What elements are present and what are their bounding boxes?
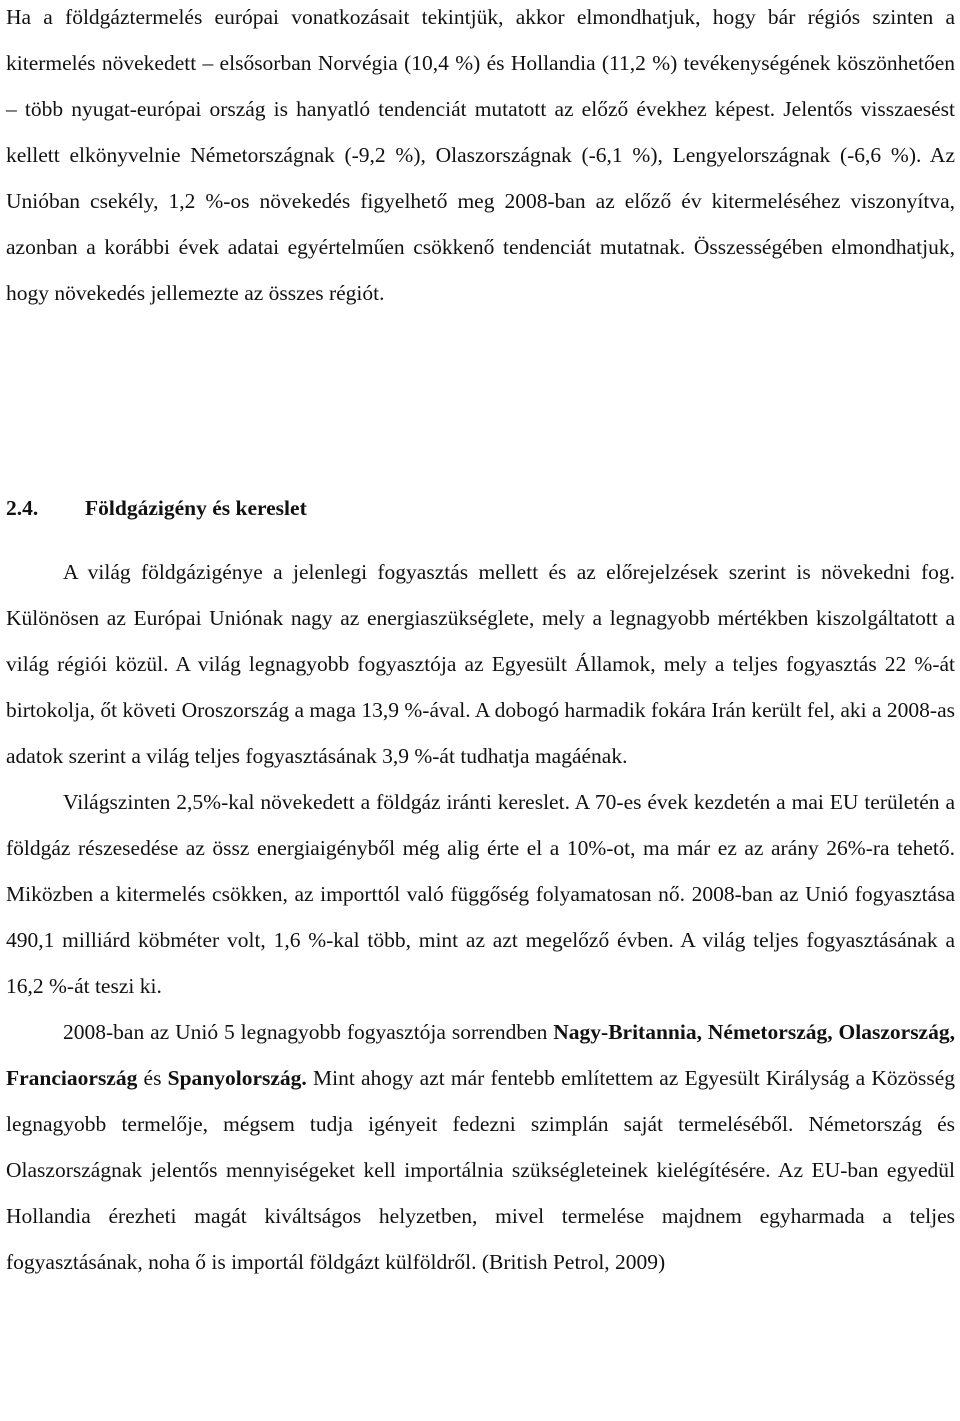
paragraph-demand-outlook: A világ földgázigénye a jelenlegi fogyasztás mellett és az előrejelzések szerint is növekedni fog. Különösen az Európai Uniónak nagy az energiaszükséglete, mely a legnagyobb mértékben kiszolgáltatott a világ régiói közül. A világ legnagyobb fogyasztója az Egyesült Államok, mely a teljes fogyasztás 22 %-át birtokolja, őt követi Oroszország a maga 13,9 %-ával. A dobogó harmadik fokára Irán került fel, aki a 2008-as adatok szerint a világ teljes fogyasztásának 3,9 %-át tudhatja magáénak. [6,560,955,768]
intro-paragraph: Ha a földgáztermelés európai vonatkozásait tekintjük, akkor elmondhatjuk, hogy bár régiós szinten a kitermelés növekedett – elsősorban Norvégia (10,4 %) és Hollandia (11,2 %) tevékenységének köszönhetően – több nyugat-európai ország is hanyatló tendenciát mutatott az előző évekhez képest. Jelentős visszaesést kellett elkönyvelnie Németországnak (-9,2 %), Olaszországnak (-6,1 %), Lengyelországnak (-6,6 %). Az Unióban csekély, 1,2 %-os növekedés figyelhető meg 2008-ban az előző év kitermeléséhez viszonyítva, azonban a korábbi évek adatai egyértelműen csökkenő tendenciát mutatnak. Összességében elmondhatjuk, hogy növekedés jellemezte az összes régiót. [6,5,955,305]
section-heading [6,485,955,531]
top-consumers-lead: 2008-ban az Unió 5 legnagyobb fogyasztója sorrendben [63,1020,554,1044]
section-title: Földgázigény és kereslet [85,496,307,520]
section-body [6,549,955,1285]
section-number: 2.4. [6,496,39,520]
paragraph-top-consumers [6,1009,955,1285]
top-consumers-last-country: Spanyolország. [167,1066,307,1090]
top-consumers-rest: Mint ahogy azt már fentebb említettem az Egyesült Királyság a Közösség legnagyobb termelője, mégsem tudja igényeit fedezni szimplán saját termeléséből. Németország és Olaszországnak jelentős mennyiségeket kell importálnia szükségleteinek kielégítésére. Az EU-ban egyedül Hollandia érezheti magát kiváltságos helyzetben, mivel termelése majdnem egyharmada a teljes fogyasztásának, noha ő is importál földgázt külföldről. (British Petrol, 2009) [6,1066,955,1274]
top-consumers-conj: és [137,1066,168,1090]
paragraph-global-demand: Világszinten 2,5%-kal növekedett a földgáz iránti kereslet. A 70-es évek kezdetén a mai EU területén a földgáz részesedése az össz energiaigényből még alig érte el a 10%-ot, ma már ez az arány 26%-ra tehető. Miközben a kitermelés csökken, az importtól való függőség folyamatosan nő. 2008-ban az Unió fogyasztása 490,1 milliárd köbméter volt, 1,6 %-kal több, mint az azt megelőző évben. A világ teljes fogyasztásának a 16,2 %-át teszi ki. [6,790,955,998]
top-consumers-countries: Nagy-Britannia, Németország, Olaszország, Franciaország [6,1020,955,1090]
